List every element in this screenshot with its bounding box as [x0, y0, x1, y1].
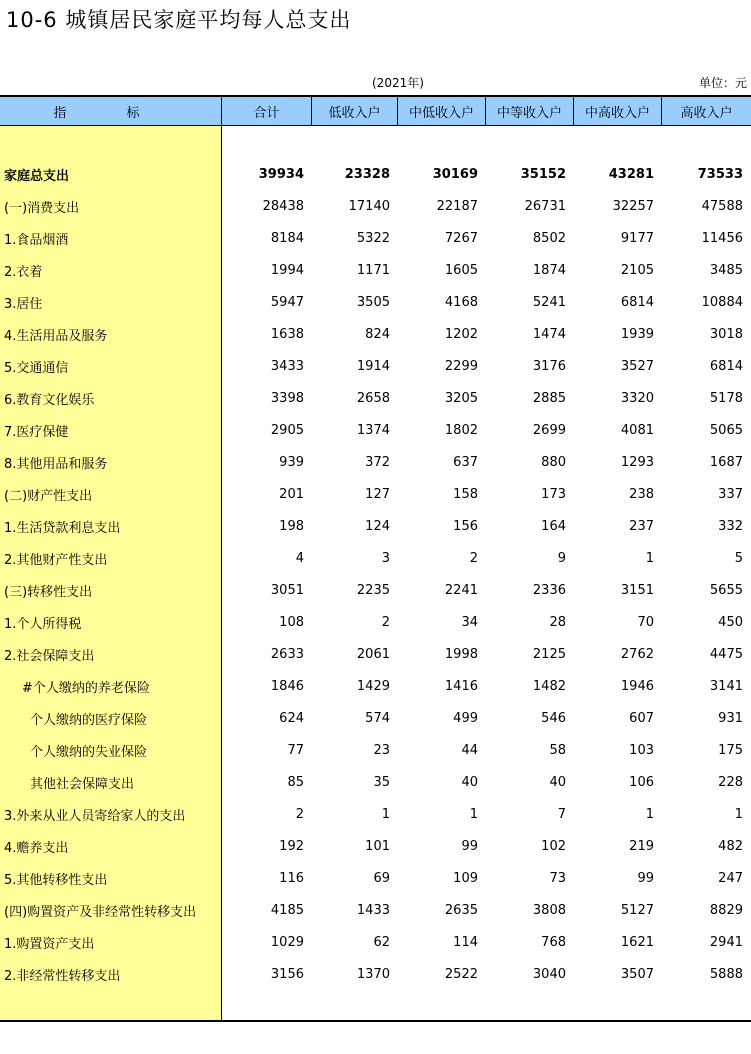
header-middle-income: 中等收入户	[486, 97, 574, 125]
row-label: #个人缴纳的养老保险	[22, 680, 150, 696]
table-header	[0, 95, 751, 126]
row-label: 5.交通通信	[4, 360, 69, 376]
table-row	[0, 702, 751, 734]
row-value: 99	[461, 838, 478, 854]
row-value: 5888	[709, 966, 743, 982]
row-value: 1482	[532, 678, 566, 694]
row-value: 2	[381, 614, 390, 630]
row-value: 127	[365, 486, 390, 502]
table-row	[0, 158, 751, 190]
row-value: 1	[734, 806, 743, 822]
row-label: 7.医疗保健	[4, 424, 69, 440]
table-row	[0, 798, 751, 830]
row-label: 家庭总支出	[4, 168, 70, 184]
row-value: 99	[637, 870, 654, 886]
row-label: 2.社会保障支出	[4, 648, 95, 664]
row-value: 2	[469, 550, 478, 566]
row-value: 5065	[709, 422, 743, 438]
row-value: 9177	[620, 230, 654, 246]
row-value: 1293	[620, 454, 654, 470]
row-value: 3320	[620, 390, 654, 406]
row-value: 156	[453, 518, 478, 534]
row-value: 3051	[270, 582, 304, 598]
row-value: 34	[461, 614, 478, 630]
row-value: 192	[279, 838, 304, 854]
table-row	[0, 446, 751, 478]
year-label: (2021年)	[372, 76, 424, 90]
row-value: 3151	[620, 582, 654, 598]
header-upper-middle-income: 中高收入户	[574, 97, 662, 125]
row-value: 23	[373, 742, 390, 758]
row-value: 101	[365, 838, 390, 854]
row-value: 4	[295, 550, 304, 566]
table-row	[0, 606, 751, 638]
row-value: 58	[549, 742, 566, 758]
row-value: 26731	[524, 198, 566, 214]
row-value: 3040	[532, 966, 566, 982]
row-value: 116	[279, 870, 304, 886]
row-value: 1029	[270, 934, 304, 950]
row-value: 1687	[709, 454, 743, 470]
row-value: 3433	[270, 358, 304, 374]
row-label: 4.生活用品及服务	[4, 328, 108, 344]
row-value: 1429	[356, 678, 390, 694]
row-value: 574	[365, 710, 390, 726]
table-row	[0, 862, 751, 894]
row-value: 108	[279, 614, 304, 630]
row-value: 3	[381, 550, 390, 566]
row-value: 3507	[620, 966, 654, 982]
row-value: 43281	[608, 166, 654, 182]
table-row	[0, 286, 751, 318]
row-value: 124	[365, 518, 390, 534]
row-value: 1433	[356, 902, 390, 918]
table-body	[0, 158, 751, 990]
row-label: (三)转移性支出	[4, 584, 93, 600]
row-value: 450	[718, 614, 743, 630]
row-value: 337	[718, 486, 743, 502]
row-value: 247	[718, 870, 743, 886]
row-value: 499	[453, 710, 478, 726]
row-value: 880	[541, 454, 566, 470]
row-label: 3.外来从业人员寄给家人的支出	[4, 808, 186, 824]
row-value: 3156	[270, 966, 304, 982]
row-value: 1474	[532, 326, 566, 342]
row-value: 35	[373, 774, 390, 790]
table-row	[0, 638, 751, 670]
row-value: 17140	[348, 198, 390, 214]
row-value: 114	[453, 934, 478, 950]
row-value: 238	[629, 486, 654, 502]
row-value: 637	[453, 454, 478, 470]
row-label: 2.衣着	[4, 264, 43, 280]
row-value: 2235	[356, 582, 390, 598]
row-value: 1994	[270, 262, 304, 278]
row-value: 77	[287, 742, 304, 758]
row-label: 1.购置资产支出	[4, 936, 95, 952]
row-value: 2658	[356, 390, 390, 406]
row-value: 198	[279, 518, 304, 534]
row-label: (四)购置资产及非经常性转移支出	[4, 904, 197, 920]
row-value: 768	[541, 934, 566, 950]
row-value: 2105	[620, 262, 654, 278]
table-row	[0, 926, 751, 958]
unit-label: 单位：元	[698, 76, 747, 90]
row-value: 1802	[444, 422, 478, 438]
row-value: 73533	[697, 166, 743, 182]
row-value: 70	[637, 614, 654, 630]
row-value: 1416	[444, 678, 478, 694]
row-value: 7267	[444, 230, 478, 246]
row-label: 4.赡养支出	[4, 840, 69, 856]
row-value: 228	[718, 774, 743, 790]
row-value: 3018	[709, 326, 743, 342]
row-value: 40	[549, 774, 566, 790]
table-row	[0, 670, 751, 702]
row-value: 85	[287, 774, 304, 790]
row-value: 7	[557, 806, 566, 822]
row-value: 22187	[436, 198, 478, 214]
row-value: 2633	[270, 646, 304, 662]
row-value: 102	[541, 838, 566, 854]
row-value: 1605	[444, 262, 478, 278]
row-value: 3808	[532, 902, 566, 918]
row-value: 2905	[270, 422, 304, 438]
row-label: (一)消费支出	[4, 200, 80, 216]
row-value: 237	[629, 518, 654, 534]
table-row	[0, 830, 751, 862]
row-value: 939	[279, 454, 304, 470]
row-value: 6814	[709, 358, 743, 374]
row-value: 9	[557, 550, 566, 566]
row-value: 2885	[532, 390, 566, 406]
row-value: 2241	[444, 582, 478, 598]
row-value: 10884	[701, 294, 743, 310]
row-value: 3505	[356, 294, 390, 310]
row-value: 62	[373, 934, 390, 950]
row-value: 73	[549, 870, 566, 886]
row-value: 1	[645, 550, 654, 566]
row-value: 30169	[432, 166, 478, 182]
row-value: 106	[629, 774, 654, 790]
row-value: 1621	[620, 934, 654, 950]
row-value: 28	[549, 614, 566, 630]
row-label: 个人缴纳的失业保险	[30, 744, 148, 760]
table-row	[0, 574, 751, 606]
row-value: 2061	[356, 646, 390, 662]
table-row	[0, 766, 751, 798]
row-value: 164	[541, 518, 566, 534]
table-row	[0, 958, 751, 990]
row-value: 1846	[270, 678, 304, 694]
row-value: 607	[629, 710, 654, 726]
header-lower-middle-income: 中低收入户	[398, 97, 486, 125]
row-value: 6814	[620, 294, 654, 310]
row-label: 8.其他用品和服务	[4, 456, 108, 472]
table-row	[0, 318, 751, 350]
table-row	[0, 414, 751, 446]
row-value: 2522	[444, 966, 478, 982]
row-value: 23328	[344, 166, 390, 182]
row-value: 2299	[444, 358, 478, 374]
table-row	[0, 542, 751, 574]
row-value: 2699	[532, 422, 566, 438]
row-value: 2762	[620, 646, 654, 662]
table-row	[0, 254, 751, 286]
header-indicator: 指 标	[0, 97, 222, 125]
row-value: 32257	[612, 198, 654, 214]
row-value: 1	[381, 806, 390, 822]
table-bottom-rule	[0, 1020, 751, 1022]
table-row	[0, 734, 751, 766]
row-label: (二)财产性支出	[4, 488, 93, 504]
row-value: 1	[469, 806, 478, 822]
row-label: 1.生活贷款利息支出	[4, 520, 121, 536]
row-value: 1914	[356, 358, 390, 374]
row-value: 8829	[709, 902, 743, 918]
table-row	[0, 222, 751, 254]
row-value: 3141	[709, 678, 743, 694]
row-label: 3.居住	[4, 296, 43, 312]
row-value: 2	[295, 806, 304, 822]
row-value: 5655	[709, 582, 743, 598]
row-value: 11456	[701, 230, 743, 246]
row-value: 546	[541, 710, 566, 726]
row-value: 39934	[258, 166, 304, 182]
row-value: 109	[453, 870, 478, 886]
row-value: 201	[279, 486, 304, 502]
row-value: 372	[365, 454, 390, 470]
row-value: 5241	[532, 294, 566, 310]
row-value: 3527	[620, 358, 654, 374]
row-value: 624	[279, 710, 304, 726]
row-value: 158	[453, 486, 478, 502]
row-value: 3205	[444, 390, 478, 406]
row-value: 2635	[444, 902, 478, 918]
row-value: 35152	[520, 166, 566, 182]
row-value: 1998	[444, 646, 478, 662]
row-value: 1202	[444, 326, 478, 342]
row-label: 2.其他财产性支出	[4, 552, 108, 568]
row-value: 8502	[532, 230, 566, 246]
row-value: 103	[629, 742, 654, 758]
row-value: 4185	[270, 902, 304, 918]
row-value: 47588	[701, 198, 743, 214]
row-value: 2336	[532, 582, 566, 598]
row-value: 4081	[620, 422, 654, 438]
row-value: 4475	[709, 646, 743, 662]
row-label: 其他社会保障支出	[30, 776, 135, 792]
row-label: 2.非经常性转移支出	[4, 968, 121, 984]
row-value: 3398	[270, 390, 304, 406]
table-title: 10-6 城镇居民家庭平均每人总支出	[6, 8, 352, 32]
row-value: 5947	[270, 294, 304, 310]
row-label: 1.个人所得税	[4, 616, 82, 632]
table-row	[0, 190, 751, 222]
row-value: 44	[461, 742, 478, 758]
table-row	[0, 478, 751, 510]
row-value: 219	[629, 838, 654, 854]
row-value: 5178	[709, 390, 743, 406]
header-total: 合计	[222, 97, 312, 125]
row-value: 332	[718, 518, 743, 534]
row-value: 5322	[356, 230, 390, 246]
row-value: 5127	[620, 902, 654, 918]
row-value: 1	[645, 806, 654, 822]
row-value: 3485	[709, 262, 743, 278]
row-value: 8184	[270, 230, 304, 246]
table-row	[0, 382, 751, 414]
row-label: 5.其他转移性支出	[4, 872, 108, 888]
row-value: 173	[541, 486, 566, 502]
row-value: 1638	[270, 326, 304, 342]
row-value: 2941	[709, 934, 743, 950]
row-value: 69	[373, 870, 390, 886]
row-value: 1370	[356, 966, 390, 982]
row-value: 482	[718, 838, 743, 854]
row-value: 28438	[262, 198, 304, 214]
row-value: 824	[365, 326, 390, 342]
row-value: 931	[718, 710, 743, 726]
row-value: 4168	[444, 294, 478, 310]
row-value: 5	[734, 550, 743, 566]
table-row	[0, 894, 751, 926]
row-label: 个人缴纳的医疗保险	[30, 712, 148, 728]
row-label: 1.食品烟酒	[4, 232, 69, 248]
table-row	[0, 350, 751, 382]
row-value: 1374	[356, 422, 390, 438]
row-value: 1946	[620, 678, 654, 694]
header-low-income: 低收入户	[312, 97, 398, 125]
row-value: 1171	[356, 262, 390, 278]
row-label: 6.教育文化娱乐	[4, 392, 95, 408]
row-value: 3176	[532, 358, 566, 374]
row-value: 2125	[532, 646, 566, 662]
row-value: 40	[461, 774, 478, 790]
row-value: 1874	[532, 262, 566, 278]
table-row	[0, 510, 751, 542]
header-high-income: 高收入户	[680, 105, 733, 121]
row-value: 1939	[620, 326, 654, 342]
row-value: 175	[718, 742, 743, 758]
